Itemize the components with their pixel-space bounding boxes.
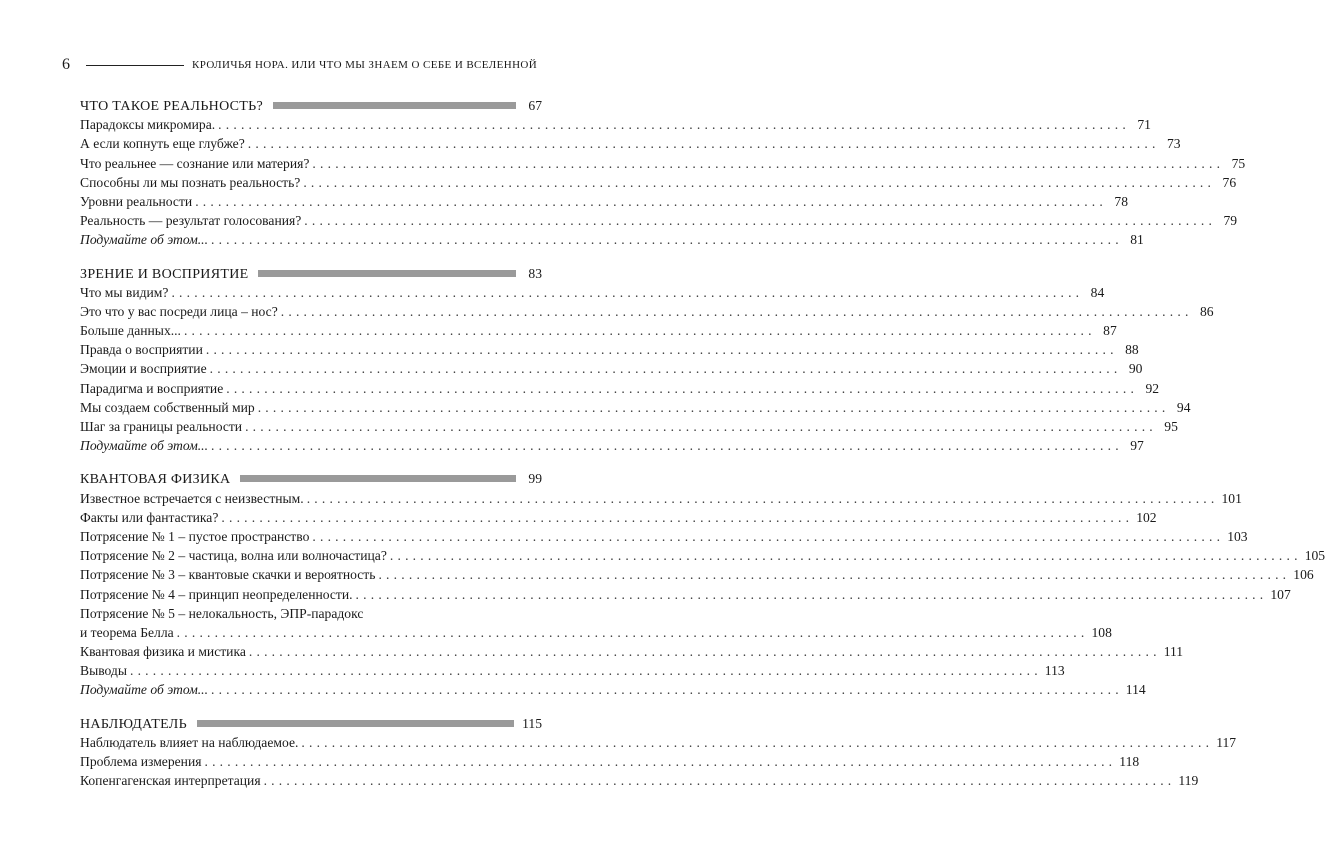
toc-entry-page: 101 (1221, 490, 1242, 506)
toc-entry-page: 118 (1119, 754, 1140, 769)
toc-entry-page: 102 (1136, 509, 1157, 525)
toc-entry-label: Потрясение № 4 – принцип неопределенности. (80, 586, 353, 602)
toc-entry[interactable] (80, 489, 1242, 508)
toc-entry-page: 107 (1270, 586, 1291, 602)
toc-entry-label: Выводы (80, 663, 127, 679)
toc-entry-label: Копенгагенская интерпретация (80, 773, 261, 789)
toc-entry-label: Потрясение № 3 – квантовые скачки и вероятность (80, 567, 376, 583)
section-heading-bar (273, 102, 516, 109)
dot-leader: ........................................................................................................................ (183, 323, 1096, 339)
section-heading-bar (240, 475, 516, 482)
dot-leader: ........................................................................................................................ (304, 213, 1217, 229)
toc-entry-page: 105 (1304, 548, 1325, 564)
toc-entry-page: 106 (1293, 567, 1314, 583)
toc-entry[interactable] (80, 398, 1191, 417)
section-heading[interactable] (80, 96, 542, 115)
toc-entry-page: 71 (1137, 117, 1151, 133)
toc-section (80, 264, 1214, 456)
toc-entry[interactable] (80, 733, 1237, 752)
section-heading-bar (258, 270, 516, 277)
toc-section (80, 469, 1325, 699)
dot-leader: ........................................................................................................................ (221, 509, 1134, 525)
dot-leader: ........................................................................................................................ (204, 754, 1117, 769)
dot-leader: ........................................................................................................................ (176, 624, 1089, 640)
toc-entry[interactable] (80, 661, 1065, 680)
toc-entry-page: 76 (1222, 174, 1237, 190)
toc-entry-page: 111 (1163, 644, 1184, 660)
toc-entry-label: Уровни реальности (80, 193, 193, 209)
dot-leader: ........................................................................................................................ (129, 663, 1042, 679)
toc-entry[interactable] (80, 642, 1184, 661)
toc-entry-label: и теорема Белла (80, 624, 174, 640)
section-heading-page: 67 (528, 98, 542, 113)
toc-entry-label: Квантовая физика и мистика (80, 644, 246, 660)
section-heading[interactable] (80, 469, 542, 488)
toc-entry-label: Парадоксы микромира. (80, 117, 216, 133)
toc-entry-label: Что мы видим? (80, 284, 169, 300)
toc-entry-label: Известное встречается с неизвестным. (80, 490, 304, 506)
section-heading-page: 83 (528, 265, 542, 281)
toc-entry[interactable] (80, 340, 1139, 359)
toc-entry[interactable] (80, 379, 1160, 398)
toc-entry-label: Потрясение № 1 – пустое пространство (80, 528, 310, 544)
running-head-rule (86, 65, 184, 66)
toc-entry[interactable] (80, 321, 1117, 340)
dot-leader: ........................................................................................................................ (303, 174, 1216, 190)
section-heading-page: 115 (522, 715, 542, 731)
section-heading[interactable] (80, 264, 542, 283)
section-heading-label: ЗРЕНИЕ И ВОСПРИЯТИЕ (80, 266, 249, 282)
dot-leader: ........................................................................................................................ (226, 380, 1139, 396)
toc-entry[interactable] (80, 771, 1199, 790)
toc-entry-label: Подумайте об этом... (80, 682, 208, 698)
dot-leader: ........................................................................................................................ (280, 303, 1193, 319)
dot-leader: ........................................................................................................................ (205, 342, 1118, 358)
toc-entry-label: Мы создаем собственный мир (80, 399, 255, 415)
toc-entry[interactable] (80, 604, 542, 623)
toc-entry-page: 94 (1176, 399, 1191, 415)
dot-leader: ........................................................................................................................ (312, 528, 1225, 544)
toc-entry-page: 97 (1130, 438, 1144, 454)
section-heading[interactable] (80, 714, 542, 733)
toc-entry[interactable] (80, 565, 1314, 584)
dot-leader: ........................................................................................................................ (312, 155, 1225, 171)
toc-entry-page: 90 (1128, 361, 1143, 377)
toc-entry-label: Факты или фантастика? (80, 509, 219, 525)
toc-entry[interactable] (80, 154, 1246, 173)
toc-entry-label: А если копнуть еще глубже? (80, 136, 245, 152)
toc-entry-label: Эмоции и восприятие (80, 361, 207, 377)
toc-entry-label: Подумайте об этом... (80, 232, 208, 248)
toc-entry-label: Парадигма и восприятие (80, 380, 224, 396)
toc-entry-page: 114 (1125, 682, 1146, 698)
section-heading-page: 99 (528, 471, 542, 487)
toc-entry-page: 95 (1164, 419, 1178, 434)
book-title: КРОЛИЧЬЯ НОРА. ИЛИ ЧТО МЫ ЗНАЕМ О СЕБЕ И ВСЕЛЕННОЙ (192, 59, 538, 71)
toc-entry-page: 103 (1227, 528, 1248, 544)
toc-entry-label: Потрясение № 2 – частица, волна или волночастица? (80, 548, 387, 564)
toc-entry-page: 75 (1231, 155, 1246, 171)
toc-section (80, 96, 1246, 250)
toc-entry-page: 73 (1166, 136, 1181, 152)
dot-leader: ........................................................................................................................ (210, 232, 1123, 248)
dot-leader: ........................................................................................................................ (248, 644, 1161, 660)
toc-entry-page: 113 (1044, 663, 1065, 679)
toc-entry-page: 88 (1125, 342, 1139, 358)
toc-entry-page: 117 (1216, 734, 1237, 750)
toc-entry[interactable] (80, 752, 1140, 771)
toc-entry-page: 78 (1114, 193, 1128, 209)
page-number: 6 (62, 56, 70, 73)
toc-entry[interactable] (80, 211, 1238, 230)
toc-entry-label: Это что у вас посреди лица – нос? (80, 303, 278, 319)
section-heading-bar (197, 720, 514, 727)
dot-leader: ........................................................................................................................ (210, 682, 1123, 698)
dot-leader: ........................................................................................................................ (257, 399, 1170, 415)
dot-leader: ........................................................................................................................ (210, 438, 1123, 454)
toc-entry[interactable] (80, 436, 1144, 455)
toc-entry-page: 84 (1090, 284, 1105, 300)
dot-leader: ........................................................................................................................ (355, 586, 1268, 602)
toc-entry-label: Проблема измерения (80, 754, 202, 769)
toc-entry-label: Что реальнее — сознание или материя? (80, 155, 310, 171)
toc-entry-label: Наблюдатель влияет на наблюдаемое. (80, 734, 299, 750)
dot-leader: ........................................................................................................................ (263, 773, 1176, 789)
toc-entry[interactable] (80, 359, 1143, 378)
toc-entry-page: 79 (1223, 213, 1238, 229)
dot-leader: ........................................................................................................................ (378, 567, 1291, 583)
section-heading-label: НАБЛЮДАТЕЛЬ (80, 716, 187, 732)
section-heading-label: КВАНТОВАЯ ФИЗИКА (80, 472, 231, 488)
dot-leader: ........................................................................................................................ (171, 284, 1084, 300)
section-heading-label: ЧТО ТАКОЕ РЕАЛЬНОСТЬ? (80, 99, 264, 114)
toc-entry[interactable] (80, 508, 1157, 527)
toc-entry[interactable] (80, 680, 1146, 699)
running-head (62, 55, 542, 75)
toc-entry-page: 87 (1103, 323, 1117, 339)
toc-entry-label: Реальность — результат голосования? (80, 213, 302, 229)
toc-entry-label: Способны ли мы познать реальность? (80, 174, 301, 190)
dot-leader: ........................................................................................................................ (389, 548, 1302, 564)
toc-entry-label: Шаг за границы реальности (80, 419, 243, 434)
toc-entry[interactable] (80, 283, 1105, 302)
toc-entry[interactable] (80, 302, 1214, 321)
toc-entry-label: Больше данных... (80, 323, 181, 339)
toc-entry[interactable] (80, 173, 1237, 192)
table-of-contents (80, 96, 1325, 804)
dot-leader: ........................................................................................................................ (209, 361, 1122, 377)
dot-leader: ........................................................................................................................ (301, 734, 1214, 750)
toc-section (80, 714, 1237, 791)
toc-entry-page: 108 (1091, 624, 1112, 640)
toc-entry[interactable] (80, 192, 1128, 211)
toc-entry[interactable] (80, 230, 1144, 249)
toc-entry-label: Подумайте об этом... (80, 438, 208, 454)
toc-entry-label: Правда о восприятии (80, 342, 203, 358)
toc-entry[interactable] (80, 115, 1151, 134)
dot-leader: ........................................................................................................................ (247, 136, 1160, 152)
toc-entry[interactable] (80, 546, 1325, 565)
toc-entry-page: 86 (1199, 303, 1214, 319)
toc-entry-page: 92 (1145, 380, 1160, 396)
dot-leader: ........................................................................................................................ (245, 419, 1157, 434)
toc-entry-page: 81 (1130, 232, 1144, 248)
dot-leader: ........................................................................................................................ (195, 193, 1107, 209)
toc-entry[interactable] (80, 623, 1112, 642)
dot-leader: ........................................................................................................................ (306, 490, 1219, 506)
toc-entry-page: 119 (1178, 773, 1199, 789)
dot-leader: ........................................................................................................................ (218, 117, 1130, 133)
toc-entry[interactable] (80, 134, 1181, 153)
toc-entry[interactable] (80, 527, 1248, 546)
toc-entry[interactable] (80, 585, 1291, 604)
toc-entry-label: Потрясение № 5 – нелокальность, ЭПР-парадокс (80, 605, 364, 621)
toc-entry[interactable] (80, 417, 1178, 436)
